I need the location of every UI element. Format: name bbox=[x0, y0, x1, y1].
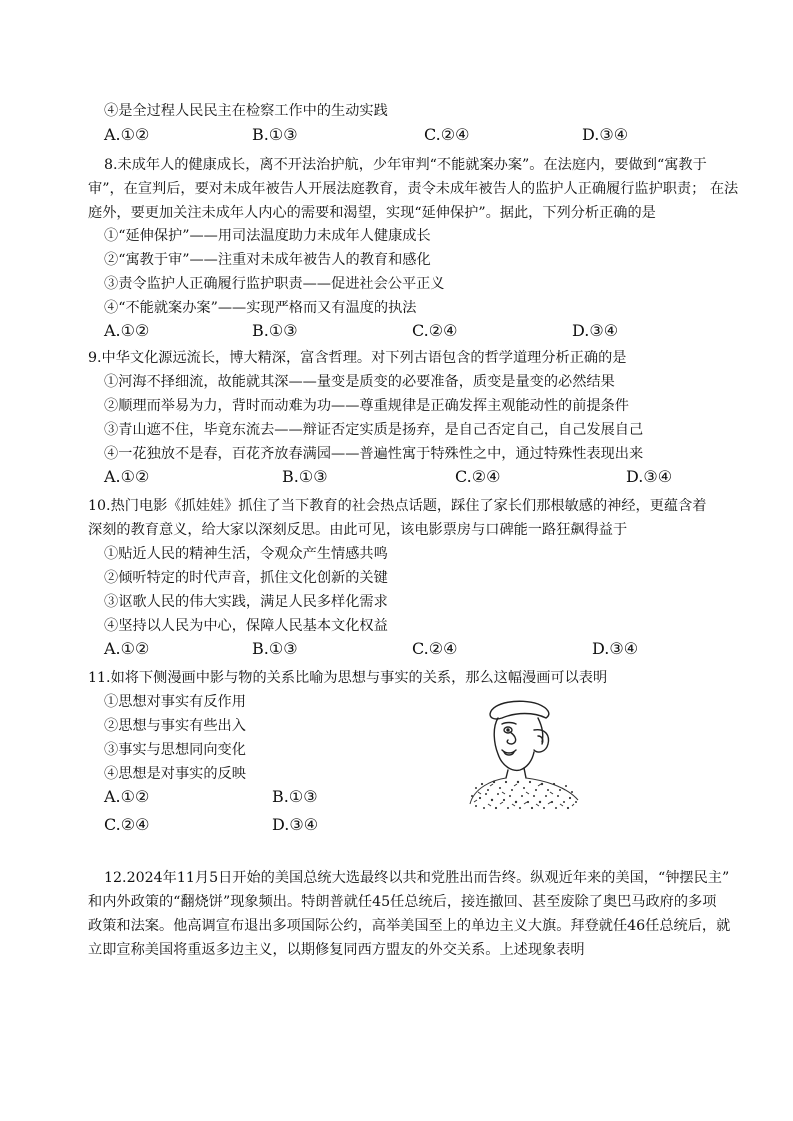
q11-stem-line-1: 11.如将下侧漫画中影与物的关系比喻为思想与事实的关系，那么这幅漫画可以表明 bbox=[88, 670, 608, 686]
q12-stem-line-1: 12.2024年11月5日开始的美国总统大选最终以共和党胜出而告终。纵观近年来的美国，“钟摆民主” bbox=[104, 870, 730, 886]
q10-stem-line-2: 深刻的教育意义，给大家以深刻反思。由此可见，该电影票房与口碑能一路狂飙得益于 bbox=[88, 522, 628, 538]
q10-stem-line-1: 10.热门电影《抓娃娃》抓住了当下教育的社会热点话题，踩住了家长们那根敏感的神经，更蕴含着 bbox=[88, 498, 707, 514]
q8-item-4: ④“不能就案办案”——实现严格而又有温度的执法 bbox=[104, 300, 417, 316]
q10-item-2: ②倾听特定的时代声音，抓住文化创新的关键 bbox=[104, 570, 388, 586]
cartoon-figure-icon bbox=[462, 692, 584, 812]
q7-item-4: ④是全过程人民民主在检察工作中的生动实践 bbox=[104, 103, 388, 119]
q10-option-b[interactable]: B.①③ bbox=[252, 639, 298, 658]
q12-stem-line-2: 和内外政策的“翻烧饼”现象频出。特朗普就任45任总统后，接连撤回、甚至废除了奥巴马政府的多项 bbox=[88, 894, 717, 910]
q8-item-3: ③责令监护人正确履行监护职责——促进社会公平正义 bbox=[104, 276, 445, 292]
q10-item-4: ④坚持以人民为中心，保障人民基本文化权益 bbox=[104, 618, 388, 634]
q8-item-1: ①“延伸保护”——用司法温度助力未成年人健康成长 bbox=[104, 228, 431, 244]
q9-item-2: ②顺理而举易为力，背时而动难为功——尊重规律是正确发挥主观能动性的前提条件 bbox=[104, 398, 629, 414]
q10-item-3: ③讴歌人民的伟大实践，满足人民多样化需求 bbox=[104, 594, 388, 610]
q9-item-4: ④一花独放不是春，百花齐放春满园——普遍性寓于特殊性之中，通过特殊性表现出来 bbox=[104, 446, 644, 462]
q7-option-b[interactable]: B.①③ bbox=[252, 125, 298, 144]
q10-option-d[interactable]: D.③④ bbox=[592, 639, 639, 658]
q8-stem-line-2: 审”，在宣判后，要对未成年被告人开展法庭教育，责令未成年被告人的监护人正确履行监护职责； 在法 bbox=[88, 181, 739, 197]
q8-option-b[interactable]: B.①③ bbox=[252, 321, 298, 340]
q11-item-4: ④思想是对事实的反映 bbox=[104, 766, 246, 782]
q10-option-c[interactable]: C.②④ bbox=[412, 639, 458, 658]
q9-item-3: ③青山遮不住，毕竟东流去——辩证否定实质是扬弃，是自己否定自己，自己发展自己 bbox=[104, 422, 644, 438]
q11-item-1: ①思想对事实有反作用 bbox=[104, 694, 246, 710]
q7-option-a[interactable]: A.①② bbox=[104, 125, 150, 144]
q11-option-a[interactable]: A.①② bbox=[104, 787, 150, 806]
q8-option-c[interactable]: C.②④ bbox=[412, 321, 458, 340]
q9-option-a[interactable]: A.①② bbox=[104, 467, 150, 486]
q12-stem-line-4: 立即宣称美国将重返多边主义，以期修复同西方盟友的外交关系。上述现象表明 bbox=[88, 942, 585, 958]
q10-item-1: ①贴近人民的精神生活，令观众产生情感共鸣 bbox=[104, 546, 388, 562]
q10-option-a[interactable]: A.①② bbox=[104, 639, 150, 658]
q8-stem-line-1: 8.未成年人的健康成长，离不开法治护航，少年审判“不能就案办案”。在法庭内，要做到“寓教于 bbox=[104, 157, 707, 173]
q9-item-1: ①河海不择细流，故能就其深——量变是质变的必要准备，质变是量变的必然结果 bbox=[104, 374, 615, 390]
q7-option-c[interactable]: C.②④ bbox=[424, 125, 470, 144]
q11-option-c[interactable]: C.②④ bbox=[104, 815, 150, 834]
q9-option-c[interactable]: C.②④ bbox=[455, 467, 501, 486]
q8-option-d[interactable]: D.③④ bbox=[572, 321, 619, 340]
q9-option-b[interactable]: B.①③ bbox=[282, 467, 328, 486]
q7-option-d[interactable]: D.③④ bbox=[582, 125, 629, 144]
q8-option-a[interactable]: A.①② bbox=[104, 321, 150, 340]
q11-option-d[interactable]: D.③④ bbox=[272, 815, 319, 834]
q11-option-b[interactable]: B.①③ bbox=[272, 787, 318, 806]
q8-item-2: ②“寓教于审”——注重对未成年被告人的教育和感化 bbox=[104, 252, 431, 268]
q9-option-d[interactable]: D.③④ bbox=[626, 467, 673, 486]
q8-stem-line-3: 庭外，要更加关注未成年人内心的需要和渴望，实现“延伸保护”。据此，下列分析正确的是 bbox=[88, 205, 656, 221]
q11-item-3: ③事实与思想同向变化 bbox=[104, 742, 246, 758]
q11-item-2: ②思想与事实有些出入 bbox=[104, 718, 246, 734]
q12-stem-line-3: 政策和法案。他高调宣布退出多项国际公约，高举美国至上的单边主义大旗。拜登就任46任总统后，就 bbox=[88, 918, 731, 934]
q9-stem-line-1: 9.中华文化源远流长，博大精深，富含哲理。对下列古语包含的哲学道理分析正确的是 bbox=[88, 350, 627, 366]
